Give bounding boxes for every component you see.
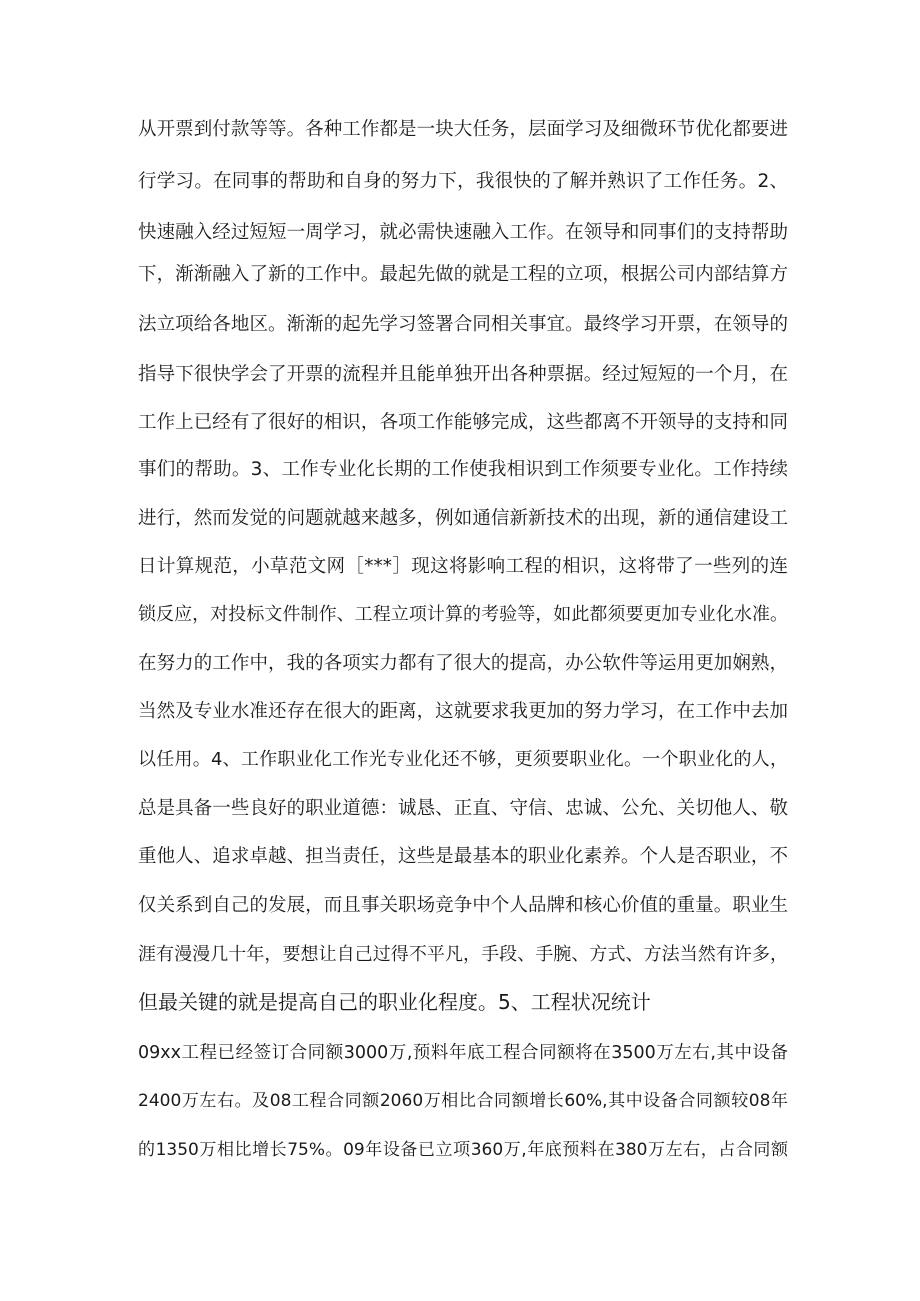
text-line: 从开票到付款等等。各种工作都是一块大任务，层面学习及细微环节优化都要进 — [138, 119, 788, 140]
text-line: 锁反应，对投标文件制作、工程立项计算的考验等，如此都须要更加专业化水准。 — [138, 604, 788, 625]
text-line: 行学习。在同事的帮助和自身的努力下，我很快的了解并熟识了工作任务。2、 — [138, 171, 788, 192]
text-line: 但最关键的就是提高自己的职业化程度。5、工程状况统计 — [138, 990, 651, 1014]
text-line: 以任用。4、工作职业化工作光专业化还不够，更须要职业化。一个职业化的人， — [138, 749, 788, 770]
text-line: 在努力的工作中，我的各项实力都有了很大的提高，办公软件等运用更加娴熟， — [138, 653, 788, 674]
text-line: 涯有漫漫几十年，要想让自己过得不平凡，手段、手腕、方式、方法当然有许多， — [138, 944, 788, 965]
text-line: 日计算规范，小草范文网［***］现这将影响工程的相识，这将带了一些列的连 — [138, 556, 788, 577]
text-line: 的1350万相比增长75%。09年设备已立项360万,年底预料在380万左右，占合同额 — [138, 1140, 788, 1160]
text-line: 快速融入经过短短一周学习，就必需快速融入工作。在领导和同事们的支持帮助 — [138, 222, 788, 243]
text-line: 2400万左右。及08工程合同额2060万相比合同额增长60%,其中设备合同额较08年 — [138, 1091, 788, 1111]
text-line: 仅关系到自己的发展，而且事关职场竞争中个人品牌和核心价值的重量。职业生 — [138, 895, 788, 916]
text-line: 事们的帮助。3、工作专业化长期的工作使我相识到工作须要专业化。工作持续 — [138, 459, 788, 480]
text-line: 总是具备一些良好的职业道德：诚恳、正直、守信、忠诚、公允、关切他人、敬 — [138, 798, 788, 819]
text-line: 当然及专业水准还存在很大的距离，这就要求我更加的努力学习，在工作中去加 — [138, 701, 788, 722]
text-line: 法立项给各地区。渐渐的起先学习签署合同相关事宜。最终学习开票，在领导的 — [138, 314, 788, 335]
text-line: 下，渐渐融入了新的工作中。最起先做的就是工程的立项，根据公司内部结算方 — [138, 264, 788, 285]
text-line: 09xx工程已经签订合同额3000万,预料年底工程合同额将在3500万左右,其中设备 — [138, 1043, 788, 1063]
text-line: 指导下很快学会了开票的流程并且能单独开出各种票据。经过短短的一个月，在 — [138, 364, 788, 385]
text-line: 重他人、追求卓越、担当责任，这些是最基本的职业化素养。个人是否职业，不 — [138, 846, 788, 867]
text-line: 进行，然而发觉的问题就越来越多，例如通信新新技术的出现，新的通信建设工 — [138, 508, 788, 529]
text-line: 工作上已经有了很好的相识，各项工作能够完成，这些都离不开领导的支持和同 — [138, 412, 788, 433]
